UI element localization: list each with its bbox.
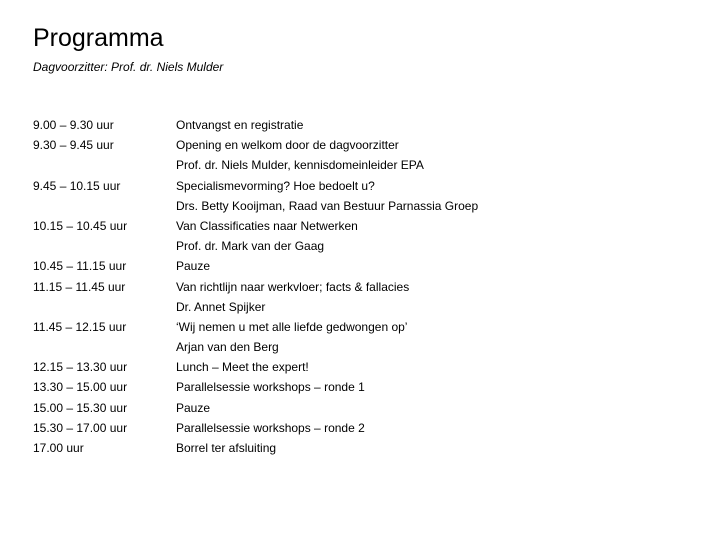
schedule-row (33, 297, 693, 317)
schedule-row (33, 236, 693, 256)
schedule-description: Van richtlijn naar werkvloer; facts & fallacies (176, 279, 410, 294)
schedule-row (33, 317, 693, 337)
schedule-description: Prof. dr. Niels Mulder, kennisdomeinleider EPA (176, 158, 424, 173)
schedule-description: Ontvangst en registratie (176, 118, 304, 132)
schedule-description: Parallelsessie workshops – ronde 1 (176, 380, 365, 395)
schedule-description: Lunch – Meet the expert! (176, 360, 309, 375)
schedule-row (33, 337, 693, 357)
schedule-time: 15.00 – 15.30 uur (33, 400, 128, 415)
schedule-time: 9.00 – 9.30 uur (33, 118, 114, 132)
schedule-description: Dr. Annet Spijker (176, 299, 266, 314)
schedule-row (33, 216, 693, 236)
schedule-row (33, 196, 693, 216)
schedule-time: 12.15 – 13.30 uur (33, 360, 128, 375)
schedule-time: 10.15 – 10.45 uur (33, 218, 128, 233)
schedule-time: 17.00 uur (33, 441, 84, 455)
schedule-time: 11.45 – 12.15 uur (33, 319, 127, 334)
schedule-row (33, 398, 693, 418)
schedule-row (33, 277, 693, 297)
schedule-time: 11.15 – 11.45 uur (33, 279, 126, 294)
schedule-row (33, 115, 693, 135)
schedule-description: ‘Wij nemen u met alle liefde gedwongen op’ (176, 319, 408, 334)
schedule-time: 9.45 – 10.15 uur (33, 178, 121, 193)
schedule-description: Specialismevorming? Hoe bedoelt u? (176, 178, 375, 193)
schedule-time: 9.30 – 9.45 uur (33, 138, 114, 153)
schedule-description: Pauze (176, 259, 211, 274)
schedule-row (33, 377, 693, 397)
program-schedule (33, 115, 693, 458)
schedule-time: 13.30 – 15.00 uur (33, 380, 128, 395)
schedule-description: Drs. Betty Kooijman, Raad van Bestuur Parnassia Groep (176, 198, 479, 213)
schedule-row (33, 418, 693, 438)
schedule-row (33, 176, 693, 196)
schedule-description: Opening en welkom door de dagvoorzitter (176, 138, 399, 153)
schedule-description: Van Classificaties naar Netwerken (176, 218, 358, 233)
schedule-row (33, 256, 693, 276)
schedule-time: 15.30 – 17.00 uur (33, 420, 128, 435)
schedule-description: Parallelsessie workshops – ronde 2 (176, 420, 365, 435)
schedule-row (33, 357, 693, 377)
page-title: Programma (33, 24, 164, 52)
schedule-row (33, 155, 693, 175)
schedule-description: Pauze (176, 400, 211, 415)
schedule-time: 10.45 – 11.15 uur (33, 259, 127, 274)
schedule-row (33, 135, 693, 155)
schedule-description: Arjan van den Berg (176, 340, 279, 355)
chairperson-subtitle: Dagvoorzitter: Prof. dr. Niels Mulder (33, 60, 224, 74)
schedule-row (33, 438, 693, 458)
schedule-description: Borrel ter afsluiting (176, 441, 277, 455)
schedule-description: Prof. dr. Mark van der Gaag (176, 239, 325, 254)
